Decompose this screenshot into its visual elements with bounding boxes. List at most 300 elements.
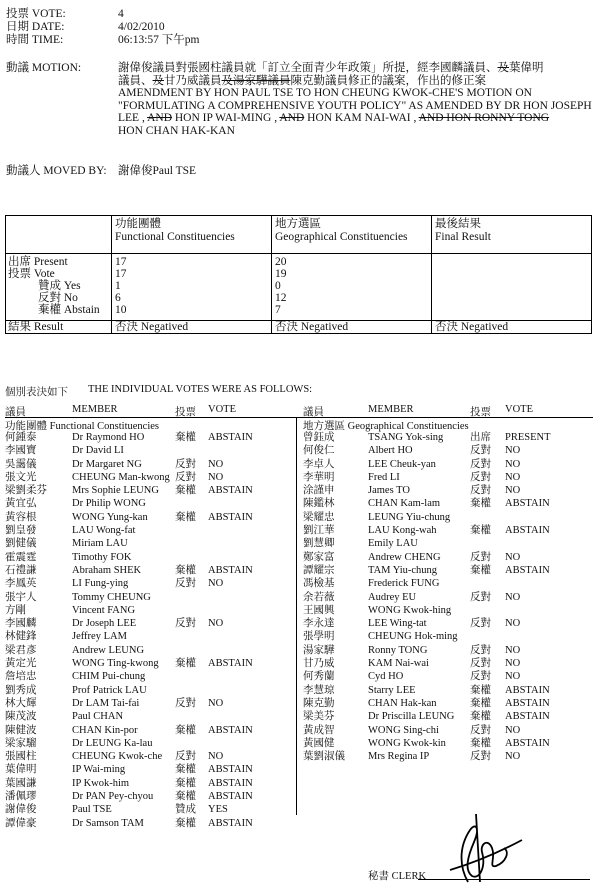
vote-zh: 棄權 — [175, 658, 196, 670]
member-name-en: LI Fung-ying — [72, 578, 129, 590]
table-row — [5, 471, 295, 484]
motion-en-strike3: AND HON RONNY TONG — [418, 112, 550, 124]
vote-en: NO — [505, 751, 521, 763]
vote-en: ABSTAIN — [505, 498, 550, 510]
vote-en: NO — [208, 471, 224, 483]
motion-zh-strike1: 及 — [497, 62, 509, 74]
fc-vote: 17 — [115, 268, 127, 280]
member-name-zh: 黃容根 — [5, 511, 37, 523]
table-row — [303, 630, 598, 643]
motion-en-line1: AMENDMENT BY HON PAUL TSE TO HON CHEUNG KWOK-CHE'S MOTION ON — [118, 87, 532, 99]
member-name-zh: 劉慧卿 — [303, 538, 335, 550]
vote-zh: 棄權 — [175, 511, 196, 523]
table-row — [5, 511, 295, 524]
member-name-en: CHAN Kam-lam — [368, 498, 441, 510]
member-name-zh: 謝偉俊 — [5, 804, 37, 816]
vote-zh: 棄權 — [175, 432, 196, 443]
vote-zh: 棄權 — [175, 777, 196, 789]
table-divider — [6, 253, 591, 254]
clerk-label: 秘書 CLERK — [368, 871, 427, 882]
table-row — [5, 524, 295, 537]
table-row — [303, 670, 598, 683]
member-name-en: LEE Wing-tat — [368, 618, 427, 630]
motion-label: 動議 MOTION: — [6, 62, 82, 74]
table-row — [303, 511, 598, 524]
vote-zh: 反對 — [470, 671, 491, 683]
vote-zh: 反對 — [470, 658, 491, 670]
vote-en: NO — [505, 458, 521, 470]
member-name-en: TAM Yiu-chung — [368, 564, 438, 576]
table-row — [5, 484, 295, 497]
motion-en-line3a: LEE , — [118, 112, 145, 124]
member-name-zh: 張宇人 — [5, 591, 37, 603]
fc-no: 6 — [115, 292, 121, 304]
member-name-zh: 何秀蘭 — [303, 671, 335, 683]
vote-zh: 棄權 — [470, 737, 491, 749]
date-label: 日期 DATE: — [6, 21, 65, 33]
member-name-en: CHEUNG Man-kwong — [72, 471, 170, 483]
vote-zh: 棄權 — [175, 764, 196, 776]
vote-zh: 反對 — [175, 578, 196, 590]
col-header-member-zh: 議員 — [303, 407, 324, 418]
fc-present: 17 — [115, 256, 127, 268]
table-row — [303, 604, 598, 617]
member-name-en: Dr Samson TAM — [72, 817, 144, 829]
member-name-zh: 潘佩璆 — [5, 791, 37, 803]
vote-en: ABSTAIN — [208, 777, 253, 789]
table-row — [303, 617, 598, 630]
motion-zh-line2c: 陳克勤議員修正的議案，作出的修正案 — [290, 74, 486, 87]
vote-zh: 反對 — [470, 751, 491, 763]
member-name-zh: 劉健儀 — [5, 538, 37, 550]
table-row — [303, 697, 598, 710]
vote-en: NO — [505, 644, 521, 656]
table-row — [5, 697, 295, 710]
gc-present: 20 — [275, 256, 287, 268]
table-row — [5, 710, 295, 723]
column-divider — [296, 417, 297, 815]
table-row — [5, 604, 295, 617]
member-name-en: Paul TSE — [72, 804, 112, 816]
member-name-en: Dr Joseph LEE — [72, 618, 137, 630]
vote-en: NO — [505, 471, 521, 483]
table-row — [5, 737, 295, 750]
motion-en-line4: HON CHAN HAK-KAN — [118, 124, 235, 137]
fc-header-en: Functional Constituencies — [115, 231, 235, 243]
member-name-en: Dr PAN Pey-chyou — [72, 791, 154, 803]
member-name-en: Andrew CHENG — [368, 551, 441, 563]
fc-abstain: 10 — [115, 304, 127, 316]
member-name-zh: 何鍾泰 — [5, 432, 37, 443]
table-row — [5, 497, 295, 510]
vote-en: NO — [505, 724, 521, 736]
table-row — [303, 577, 598, 590]
member-name-zh: 曾鈺成 — [303, 432, 335, 443]
member-name-zh: 梁君彥 — [5, 644, 37, 656]
vote-number: 4 — [118, 8, 124, 20]
table-row — [303, 657, 598, 670]
table-row — [303, 644, 598, 657]
member-name-zh: 梁美芬 — [303, 711, 335, 723]
table-row — [303, 471, 598, 484]
member-name-en: KAM Nai-wai — [368, 658, 429, 670]
vote-en: ABSTAIN — [505, 711, 550, 723]
member-name-zh: 張學明 — [303, 631, 335, 643]
vote-zh: 出席 — [470, 432, 491, 443]
table-row — [5, 724, 295, 737]
table-row — [303, 497, 598, 510]
table-row — [5, 817, 295, 830]
individual-caption-zh: 個別表決如下 — [5, 387, 68, 398]
member-name-zh: 譚偉豪 — [5, 817, 37, 829]
vote-en: YES — [208, 804, 228, 816]
motion-en-line3b: HON IP WAI-MING , — [174, 112, 278, 124]
vote-en: NO — [505, 485, 521, 497]
member-name-zh: 黃國健 — [303, 737, 335, 749]
member-name-zh: 詹培忠 — [5, 671, 37, 683]
fc-section-title: 功能團體 Functional Constituencies — [5, 421, 159, 432]
member-name-zh: 陳克勤 — [303, 697, 335, 709]
member-name-zh: 石禮謙 — [5, 564, 37, 576]
table-row — [5, 644, 295, 657]
table-row — [303, 684, 598, 697]
member-name-zh: 譚耀宗 — [303, 564, 335, 576]
motion-text — [118, 62, 596, 137]
gc-vote: 19 — [275, 268, 287, 280]
row-label-abstain: 棄權 Abstain — [38, 304, 100, 316]
member-name-en: Vincent FANG — [72, 604, 136, 616]
member-name-zh: 劉皇發 — [5, 525, 37, 537]
member-name-zh: 張國柱 — [5, 751, 37, 763]
vote-en: ABSTAIN — [208, 564, 253, 576]
member-name-en: Fred LI — [368, 471, 400, 483]
member-name-zh: 劉秀成 — [5, 684, 37, 696]
vote-en: NO — [208, 697, 224, 709]
member-name-en: Emily LAU — [368, 538, 418, 550]
vote-zh: 棄權 — [470, 498, 491, 510]
member-name-zh: 葉劉淑儀 — [303, 751, 345, 763]
member-name-en: CHEUNG Hok-ming — [368, 631, 458, 643]
motion-zh-strike2: 及 — [152, 74, 164, 87]
fc-result: 否決 Negatived — [115, 321, 189, 333]
vote-en: ABSTAIN — [505, 697, 550, 709]
member-name-en: Tommy CHEUNG — [72, 591, 151, 603]
gc-header-zh: 地方選區 — [275, 218, 321, 230]
vote-en: ABSTAIN — [208, 791, 253, 803]
table-row — [303, 591, 598, 604]
final-header-zh: 最後結果 — [435, 218, 481, 230]
results-table — [5, 215, 592, 334]
table-row — [5, 630, 295, 643]
member-name-zh: 黃成智 — [303, 724, 335, 736]
final-header-en: Final Result — [435, 231, 491, 243]
member-name-en: Dr Priscilla LEUNG — [368, 711, 455, 723]
member-name-zh: 陳鑑林 — [303, 498, 335, 510]
vote-zh: 反對 — [470, 551, 491, 563]
member-name-zh: 梁家騮 — [5, 737, 37, 749]
member-name-en: LEE Cheuk-yan — [368, 458, 436, 470]
vote-en: ABSTAIN — [208, 432, 253, 443]
member-name-zh: 李卓人 — [303, 458, 335, 470]
row-label-vote: 投票 Vote — [8, 268, 55, 280]
vote-zh: 棄權 — [175, 791, 196, 803]
vote-zh: 棄權 — [175, 724, 196, 736]
member-name-zh: 梁劉柔芬 — [5, 485, 47, 497]
vote-en: NO — [208, 618, 224, 630]
col-header-vote-en: VOTE — [208, 404, 236, 415]
col-header-member-en: MEMBER — [72, 404, 118, 415]
member-name-zh: 李國麟 — [5, 618, 37, 630]
member-name-zh: 葉偉明 — [5, 764, 37, 776]
member-name-en: James TO — [368, 485, 410, 497]
member-name-en: Abraham SHEK — [72, 564, 142, 576]
motion-zh-line2b: 甘乃威議員 — [164, 74, 222, 87]
member-name-en: Prof Patrick LAU — [72, 684, 147, 696]
member-name-zh: 張文光 — [5, 471, 37, 483]
clerk-signature — [430, 808, 540, 888]
member-name-en: CHEUNG Kwok-che — [72, 751, 163, 763]
row-label-result: 結果 Result — [8, 321, 64, 333]
vote-en: ABSTAIN — [505, 737, 550, 749]
vote-en: ABSTAIN — [208, 764, 253, 776]
motion-zh-strike3: 及 — [221, 74, 233, 87]
member-name-en: IP Wai-ming — [72, 764, 126, 776]
time-label: 時間 TIME: — [6, 34, 64, 46]
vote-zh: 棄權 — [470, 525, 491, 537]
vote-zh: 反對 — [175, 697, 196, 709]
member-name-en: Cyd HO — [368, 671, 404, 683]
member-name-zh: 李國寶 — [5, 445, 37, 457]
table-row — [5, 444, 295, 457]
table-row — [5, 790, 295, 803]
vote-zh: 棄權 — [470, 564, 491, 576]
member-name-en: Dr Raymond HO — [72, 432, 145, 443]
member-name-en: LEUNG Yiu-chung — [368, 511, 451, 523]
vote-en: ABSTAIN — [208, 724, 253, 736]
table-row — [303, 551, 598, 564]
member-name-en: Andrew LEUNG — [72, 644, 145, 656]
table-row — [303, 737, 598, 750]
member-name-en: Miriam LAU — [72, 538, 128, 550]
fc-yes: 1 — [115, 280, 121, 292]
vote-zh: 棄權 — [470, 697, 491, 709]
member-name-en: Paul CHAN — [72, 711, 124, 723]
member-name-en: Mrs Sophie LEUNG — [72, 485, 159, 497]
table-row — [5, 458, 295, 471]
mover-name: 謝偉俊Paul TSE — [118, 165, 197, 177]
member-name-zh: 鄭家富 — [303, 551, 335, 563]
member-name-zh: 梁耀忠 — [303, 511, 335, 523]
vote-en: NO — [505, 445, 521, 457]
member-name-zh: 霍震霆 — [5, 551, 37, 563]
member-name-en: WONG Kwok-kin — [368, 737, 446, 749]
member-name-zh: 湯家驊 — [303, 644, 335, 656]
member-name-zh: 陳茂波 — [5, 711, 37, 723]
member-name-zh: 劉江華 — [303, 525, 335, 537]
gc-header-en: Geographical Constituencies — [275, 231, 408, 243]
motion-en-strike2: AND — [279, 112, 305, 124]
vote-en: NO — [505, 618, 521, 630]
vote-en: ABSTAIN — [505, 525, 550, 537]
member-name-zh: 方剛 — [5, 604, 26, 616]
vote-en: NO — [208, 578, 224, 590]
vote-zh: 反對 — [175, 458, 196, 470]
motion-zh-strike4: 湯家驊議員 — [233, 74, 291, 87]
vote-zh: 反對 — [175, 751, 196, 763]
table-row — [5, 750, 295, 763]
fc-header-zh: 功能團體 — [115, 218, 161, 230]
col-header-vote-en: VOTE — [505, 404, 533, 415]
row-label-no: 反對 No — [38, 292, 78, 304]
table-row — [5, 684, 295, 697]
motion-zh-line2a: 議員、 — [118, 74, 153, 87]
member-name-en: WONG Sing-chi — [368, 724, 439, 736]
member-name-en: CHIM Pui-chung — [72, 671, 146, 683]
table-row — [5, 670, 295, 683]
vote-en: NO — [505, 551, 521, 563]
member-name-en: Dr LAM Tai-fai — [72, 697, 140, 709]
mover-label: 動議人 MOVED BY: — [6, 165, 107, 177]
motion-en-strike1: AND — [147, 112, 172, 124]
member-name-en: CHAN Kin-por — [72, 724, 138, 736]
table-row — [303, 564, 598, 577]
gc-member-list — [303, 431, 598, 763]
vote-zh: 棄權 — [470, 711, 491, 723]
member-name-en: Mrs Regina IP — [368, 751, 430, 763]
gc-yes: 0 — [275, 280, 281, 292]
final-result: 否決 Negatived — [435, 321, 509, 333]
table-row — [5, 537, 295, 550]
vote-en: ABSTAIN — [505, 564, 550, 576]
gc-result: 否決 Negatived — [275, 321, 349, 333]
vote-en: NO — [505, 671, 521, 683]
table-divider — [111, 216, 112, 333]
fc-member-list — [5, 431, 295, 830]
table-row — [303, 431, 598, 444]
vote-zh: 反對 — [470, 644, 491, 656]
member-name-zh: 林大輝 — [5, 697, 37, 709]
table-row — [303, 458, 598, 471]
table-row — [5, 431, 295, 444]
table-divider — [271, 216, 272, 333]
member-name-zh: 黃定光 — [5, 658, 37, 670]
table-row — [303, 710, 598, 723]
date-value: 4/02/2010 — [118, 21, 165, 33]
table-row — [5, 551, 295, 564]
row-label-yes: 贊成 Yes — [38, 280, 81, 292]
member-name-en: Starry LEE — [368, 684, 416, 696]
vote-zh: 棄權 — [175, 485, 196, 497]
member-name-zh: 吳靄儀 — [5, 458, 37, 470]
vote-zh: 贊成 — [175, 804, 196, 816]
table-row — [5, 763, 295, 776]
col-header-member-zh: 議員 — [5, 407, 26, 418]
vote-en: ABSTAIN — [208, 658, 253, 670]
member-name-en: Frederick FUNG — [368, 578, 440, 590]
vote-zh: 反對 — [175, 618, 196, 630]
col-header-vote-zh: 投票 — [470, 407, 491, 418]
member-name-zh: 李華明 — [303, 471, 335, 483]
vote-en: ABSTAIN — [505, 684, 550, 696]
member-name-en: Audrey EU — [368, 591, 417, 603]
table-row — [5, 617, 295, 630]
vote-zh: 反對 — [470, 724, 491, 736]
vote-en: NO — [505, 658, 521, 670]
member-name-en: Timothy FOK — [72, 551, 132, 563]
member-name-zh: 李永達 — [303, 618, 335, 630]
table-row — [303, 444, 598, 457]
vote-en: ABSTAIN — [208, 817, 253, 829]
vote-zh: 反對 — [470, 485, 491, 497]
table-row — [303, 537, 598, 550]
member-name-en: Dr David LI — [72, 445, 124, 457]
vote-zh: 反對 — [470, 445, 491, 457]
member-name-en: LAU Wong-fat — [72, 525, 136, 537]
motion-en-line2: "FORMULATING A COMPREHENSIVE YOUTH POLICY" AS AMENDED BY DR HON JOSEPH — [118, 99, 592, 112]
member-name-en: IP Kwok-him — [72, 777, 130, 789]
member-name-zh: 李慧琼 — [303, 684, 335, 696]
member-name-en: WONG Kwok-hing — [368, 604, 452, 616]
member-name-en: TSANG Yok-sing — [368, 432, 444, 443]
member-name-zh: 黃宜弘 — [5, 498, 37, 510]
member-name-zh: 王國興 — [303, 604, 335, 616]
table-row — [5, 564, 295, 577]
motion-zh-line1b: 葉偉明 — [509, 62, 544, 74]
member-name-en: WONG Ting-kwong — [72, 658, 159, 670]
table-row — [5, 657, 295, 670]
vote-en: NO — [505, 591, 521, 603]
member-name-en: Albert HO — [368, 445, 413, 457]
table-row — [5, 777, 295, 790]
vote-zh: 棄權 — [175, 564, 196, 576]
table-divider — [431, 216, 432, 333]
gc-section-title: 地方選區 Geographical Constituencies — [303, 421, 469, 432]
table-row — [5, 591, 295, 604]
vote-zh: 反對 — [470, 618, 491, 630]
vote-zh: 反對 — [470, 471, 491, 483]
member-name-zh: 李鳳英 — [5, 578, 37, 590]
vote-zh: 棄權 — [175, 817, 196, 829]
table-row — [5, 803, 295, 816]
table-row — [303, 484, 598, 497]
member-name-zh: 葉國謙 — [5, 777, 37, 789]
member-name-en: CHAN Hak-kan — [368, 697, 437, 709]
member-name-zh: 馮檢基 — [303, 578, 335, 590]
gc-abstain: 7 — [275, 304, 281, 316]
vote-zh: 反對 — [175, 471, 196, 483]
member-name-en: WONG Yung-kan — [72, 511, 148, 523]
vote-en: ABSTAIN — [208, 511, 253, 523]
vote-en: NO — [208, 458, 224, 470]
motion-en-line3c: HON KAM NAI-WAI , — [307, 112, 417, 124]
time-value: 06:13:57 下午pm — [118, 34, 200, 46]
member-name-zh: 涂謹申 — [303, 485, 335, 497]
member-name-en: Dr Philip WONG — [72, 498, 146, 510]
col-header-member-en: MEMBER — [368, 404, 414, 415]
member-name-zh: 林健鋒 — [5, 631, 37, 643]
member-name-zh: 余若薇 — [303, 591, 335, 603]
vote-en: ABSTAIN — [208, 485, 253, 497]
vote-en: PRESENT — [505, 432, 551, 443]
gc-no: 12 — [275, 292, 287, 304]
member-name-en: LAU Kong-wah — [368, 525, 437, 537]
table-row — [303, 524, 598, 537]
table-row — [303, 724, 598, 737]
col-header-vote-zh: 投票 — [175, 407, 196, 418]
vote-zh: 棄權 — [470, 684, 491, 696]
member-name-en: Dr LEUNG Ka-lau — [72, 737, 153, 749]
motion-zh-line1: 謝偉俊議員對張國柱議員就「訂立全面青少年政策」所提，經李國麟議員、 — [118, 62, 498, 74]
